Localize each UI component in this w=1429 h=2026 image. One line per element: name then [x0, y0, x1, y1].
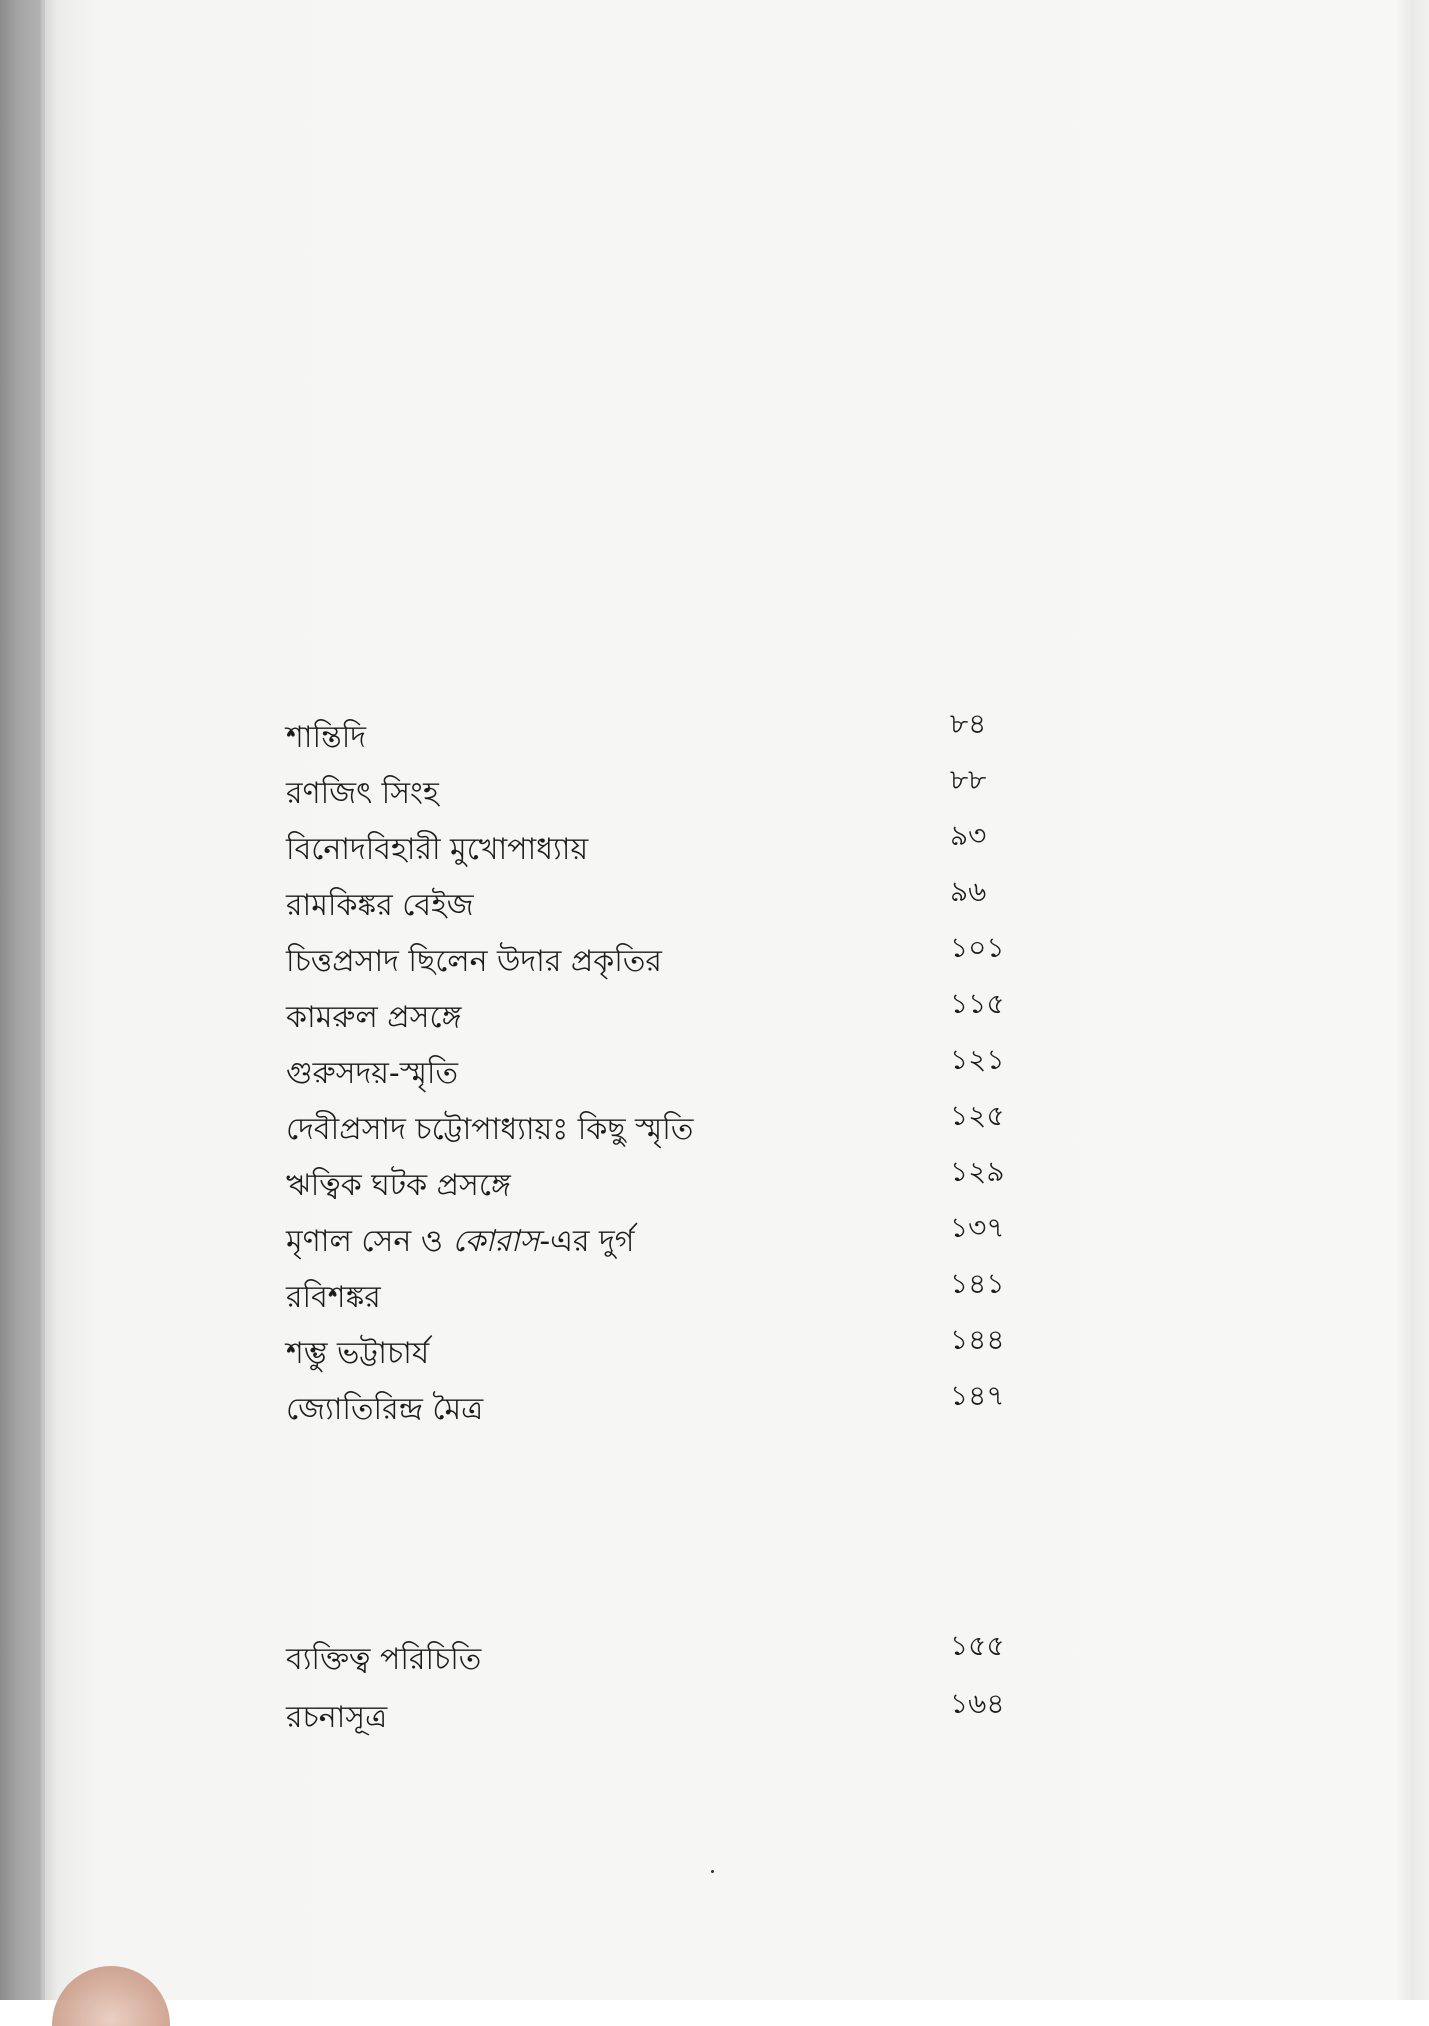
toc-entry-page: ১২৯ [950, 1155, 1005, 1188]
toc-entry [0, 763, 1429, 822]
toc-entry-title: রবিশঙ্কর [286, 1280, 381, 1315]
toc-entry-page: ১২৫ [950, 1099, 1005, 1132]
toc-entry [0, 1629, 1429, 1690]
toc-entry [0, 1687, 1429, 1748]
toc-entry-title-part: মৃণাল সেন ও [286, 1224, 453, 1259]
toc-entry [0, 987, 1429, 1046]
toc-entry-title: কামরুল প্রসঙ্গে [286, 1000, 462, 1035]
toc-entry [0, 1099, 1429, 1158]
toc-entry [0, 1323, 1429, 1382]
toc-entry-title: চিত্তপ্রসাদ ছিলেন উদার প্রকৃতির [286, 944, 662, 979]
toc-entry-title: বিনোদবিহারী মুখোপাধ্যায় [286, 832, 589, 867]
toc-entry [0, 875, 1429, 934]
toc-entry-title: শম্ভু ভট্টাচার্য [286, 1336, 430, 1371]
toc-entry [0, 1267, 1429, 1326]
toc-entry-page: ৯৬ [950, 875, 987, 908]
bottom-corner-object [52, 1966, 170, 2026]
toc-entry-title: রামকিঙ্কর বেইজ [286, 888, 474, 923]
toc-entry-page: ১৪৪ [950, 1323, 1005, 1356]
toc-entry-title: রচনাসূত্র [286, 1700, 388, 1735]
toc-entry [0, 931, 1429, 990]
toc-entry-page: ১২১ [950, 1043, 1005, 1076]
toc-entry-title: গুরুসদয়-স্মৃতি [286, 1056, 458, 1091]
toc-entry-title [286, 1222, 634, 1262]
toc-entry-title-part: -এর দুর্গ [539, 1224, 635, 1259]
toc-entry-title: ব্যক্তিত্ব পরিচিতি [286, 1642, 482, 1677]
toc-entry-page: ৮৪ [950, 707, 987, 740]
toc-entry [0, 707, 1429, 766]
toc-entry-title: জ্যোতিরিন্দ্র মৈত্র [286, 1392, 484, 1427]
toc-entry [0, 1379, 1429, 1438]
toc-entry-page: ১৫৫ [950, 1629, 1005, 1662]
toc-main-list [0, 707, 1429, 1438]
toc-entry-title: শান্তিদি [286, 720, 367, 755]
toc-entry-page: ১৪১ [950, 1267, 1005, 1300]
toc-entry-title: রণজিৎ সিংহ [286, 776, 439, 811]
toc-entry-page: ১৬৪ [950, 1687, 1005, 1720]
toc-back-matter-list [0, 1629, 1429, 1748]
toc-entry-page: ১১৫ [950, 987, 1005, 1020]
toc-entry-page: ১৩৭ [950, 1211, 1005, 1244]
toc-entry [0, 819, 1429, 878]
toc-entry [0, 1043, 1429, 1102]
toc-entry [0, 1155, 1429, 1214]
toc-entry-page: ১৪৭ [950, 1379, 1005, 1412]
toc-entry [0, 1211, 1429, 1270]
toc-entry-page: ১০১ [950, 931, 1005, 964]
ink-speck [711, 1870, 714, 1873]
toc-entry-page: ৯৩ [950, 819, 987, 852]
toc-entry-title: ঋত্বিক ঘটক প্রসঙ্গে [286, 1168, 511, 1203]
toc-entry-page: ৮৮ [950, 763, 987, 796]
toc-entry-title: দেবীপ্রসাদ চট্টোপাধ্যায়ঃ কিছু স্মৃতি [286, 1112, 694, 1147]
toc-entry-title-italic-part: কোরাস [452, 1224, 540, 1259]
